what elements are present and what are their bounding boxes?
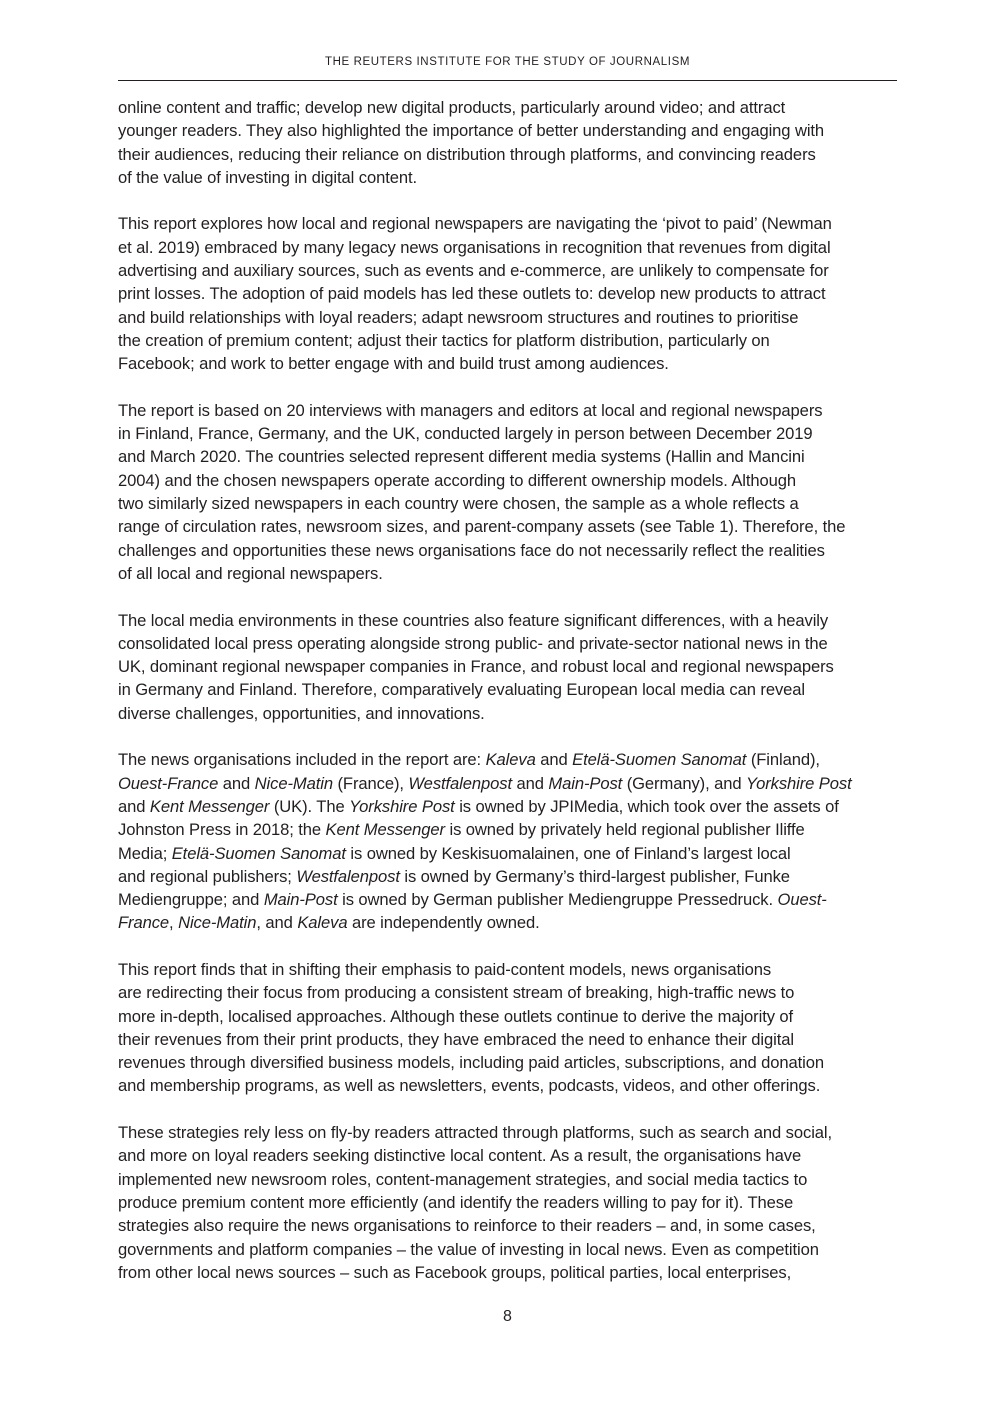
text-run: strategies also require the news organisations to reinforce to their readers – and, in some cases,	[118, 1216, 816, 1236]
text-run: diverse challenges, opportunities, and innovations.	[118, 703, 485, 723]
text-run: online content and traffic; develop new digital products, particularly around video; and attract	[118, 98, 786, 117]
text-line	[118, 632, 900, 655]
text-line	[118, 143, 900, 166]
text-line	[118, 748, 900, 771]
italic-title-run: Nice-Matin	[254, 773, 333, 793]
paragraph-1	[118, 96, 900, 189]
text-line	[118, 1005, 900, 1028]
text-run: in Germany and Finland. Therefore, comparatively evaluating European local media can reveal	[118, 680, 805, 700]
italic-title-run: Westfalenpost	[408, 773, 512, 793]
text-line	[118, 1168, 900, 1191]
text-run: The report is based on 20 interviews with managers and editors at local and regional newspapers	[118, 400, 823, 420]
text-run: more in-depth, localised approaches. Although these outlets continue to derive the majority of	[118, 1006, 794, 1026]
text-run: of the value of investing in digital content.	[118, 167, 417, 187]
text-line	[118, 492, 900, 515]
header-rule	[118, 80, 897, 81]
text-line	[118, 539, 900, 562]
italic-title-run: Ouest-	[777, 890, 827, 910]
text-run: and	[118, 796, 150, 816]
text-run: and build relationships with loyal readers; adapt newsroom structures and routines to prioritise	[118, 307, 799, 327]
text-line	[118, 166, 900, 189]
italic-title-run: Ouest-France	[118, 773, 219, 793]
text-run: Mediengruppe; and	[118, 890, 264, 910]
text-run: is owned by German publisher Mediengruppe Pressedruck.	[337, 890, 778, 910]
text-run: and	[511, 773, 549, 793]
text-run: (Finland),	[746, 750, 820, 770]
text-run: produce premium content more efficiently (and identify the readers willing to pay for it). These	[118, 1192, 794, 1212]
italic-title-run: Westfalenpost	[296, 866, 400, 886]
text-run: two similarly sized newspapers in each country were chosen, the sample as a whole reflects a	[118, 494, 799, 514]
text-run: governments and platform companies – the value of investing in local news. Even as competition	[118, 1239, 819, 1259]
text-line	[118, 1051, 900, 1074]
text-run: (France),	[332, 773, 409, 793]
text-run: et al. 2019) embraced by many legacy news organisations in recognition that revenues from digital	[118, 237, 831, 257]
text-line	[118, 702, 900, 725]
text-run: print losses. The adoption of paid models has led these outlets to: develop new products to attract	[118, 284, 826, 304]
text-line	[118, 329, 900, 352]
text-run: Media;	[118, 843, 172, 863]
text-run: is owned by Germany’s third-largest publisher, Funke	[399, 866, 790, 886]
paragraph-6	[118, 958, 900, 1098]
text-line	[118, 655, 900, 678]
text-run: UK, dominant regional newspaper companies in France, and robust local and regional newspapers	[118, 657, 834, 677]
text-line	[118, 399, 900, 422]
text-run: and	[535, 750, 573, 770]
text-run: revenues through diversified business models, including paid articles, subscriptions, and donation	[118, 1053, 824, 1073]
text-line	[118, 1238, 900, 1261]
text-line	[118, 422, 900, 445]
text-line	[118, 888, 900, 911]
italic-title-run: Etelä-Suomen Sanomat	[171, 843, 346, 863]
italic-title-run: Kent Messenger	[325, 820, 445, 840]
text-line	[118, 1261, 900, 1284]
text-line	[118, 609, 900, 632]
text-run: (Germany), and	[622, 773, 747, 793]
paragraph-4	[118, 609, 900, 725]
text-run: from other local news sources – such as Facebook groups, political parties, local enterprises,	[118, 1262, 792, 1282]
italic-title-run: Yorkshire Post	[746, 773, 852, 793]
text-line	[118, 1074, 900, 1097]
text-run: , and	[256, 913, 298, 933]
italic-title-run: Etelä-Suomen Sanomat	[572, 750, 747, 770]
text-line	[118, 772, 900, 795]
text-line	[118, 911, 900, 934]
text-line	[118, 865, 900, 888]
text-line	[118, 1028, 900, 1051]
text-line	[118, 1144, 900, 1167]
text-run: Facebook; and work to better engage with and build trust among audiences.	[118, 354, 669, 374]
text-run: is owned by JPIMedia, which took over the assets of	[454, 796, 839, 816]
text-run: in Finland, France, Germany, and the UK, conducted largely in person between December 2019	[118, 424, 813, 444]
text-run: range of circulation rates, newsroom sizes, and parent-company assets (see Table 1). Therefore, the	[118, 517, 846, 537]
text-run: ,	[169, 913, 179, 933]
text-run: and March 2020. The countries selected represent different media systems (Hallin and Mancini	[118, 447, 805, 467]
text-run: is owned by Keskisuomalainen, one of Finland’s largest local	[345, 843, 791, 863]
text-line	[118, 795, 900, 818]
paragraph-2	[118, 212, 900, 375]
running-header: THE REUTERS INSTITUTE FOR THE STUDY OF JOURNALISM	[324, 56, 691, 68]
text-line	[118, 842, 900, 865]
text-line	[118, 119, 900, 142]
text-run: This report finds that in shifting their emphasis to paid-content models, news organisations	[118, 959, 772, 979]
text-line	[118, 212, 900, 235]
text-run: the creation of premium content; adjust their tactics for platform distribution, particularly on	[118, 330, 770, 350]
text-run: These strategies rely less on fly-by readers attracted through platforms, such as search and social,	[118, 1123, 833, 1143]
text-run: is owned by privately held regional publisher Iliffe	[444, 820, 805, 840]
text-run: and more on loyal readers seeking distinctive local content. As a result, the organisations have	[118, 1146, 802, 1166]
text-run: and membership programs, as well as newsletters, events, podcasts, videos, and other offerings.	[118, 1076, 821, 1096]
text-run: of all local and regional newspapers.	[118, 563, 383, 583]
italic-title-run: Kent Messenger	[149, 796, 270, 816]
body-text	[118, 96, 900, 1307]
text-run: their revenues from their print products, they have embraced the need to enhance their digital	[118, 1029, 794, 1049]
italic-title-run: France	[118, 913, 170, 933]
text-run: (UK). The	[269, 796, 350, 816]
italic-title-run: Main-Post	[548, 773, 623, 793]
text-run: consolidated local press operating alongside strong public- and private-sector national news in the	[118, 633, 828, 653]
paragraph-5	[118, 748, 900, 934]
text-run: are independently owned.	[347, 913, 540, 933]
text-line	[118, 306, 900, 329]
text-line	[118, 282, 900, 305]
text-line	[118, 445, 900, 468]
paragraph-7	[118, 1121, 900, 1284]
italic-title-run: Main-Post	[263, 890, 338, 910]
italic-title-run: Kaleva	[297, 913, 348, 933]
text-line	[118, 981, 900, 1004]
text-line	[118, 259, 900, 282]
text-run: 2004) and the chosen newspapers operate according to different ownership models. Although	[118, 470, 797, 490]
paragraph-3	[118, 399, 900, 585]
text-line	[118, 1121, 900, 1144]
italic-title-run: Kaleva	[485, 750, 536, 770]
text-line	[118, 1191, 900, 1214]
text-run: and regional publishers;	[118, 866, 297, 886]
text-line	[118, 818, 900, 841]
text-line	[118, 562, 900, 585]
text-line	[118, 678, 900, 701]
text-run: are redirecting their focus from producing a consistent stream of breaking, high-traffic news to	[118, 983, 795, 1003]
text-run: and	[218, 773, 255, 793]
italic-title-run: Nice-Matin	[178, 913, 257, 933]
text-run: challenges and opportunities these news organisations face do not necessarily reflect the realities	[118, 540, 825, 560]
text-line	[118, 352, 900, 375]
text-run: implemented new newsroom roles, content-management strategies, and social media tactics to	[118, 1169, 808, 1189]
text-run: The local media environments in these countries also feature significant differences, with a heavily	[118, 610, 829, 630]
text-run: The news organisations included in the report are:	[118, 750, 486, 770]
text-line	[118, 236, 900, 259]
text-line	[118, 515, 900, 538]
text-run: This report explores how local and regional newspapers are navigating the ‘pivot to paid’ (Newman	[118, 214, 832, 234]
text-run: advertising and auxiliary sources, such as events and e-commerce, are unlikely to compensate for	[118, 261, 829, 281]
page-number: 8	[503, 1308, 512, 1325]
text-run: younger readers. They also highlighted the importance of better understanding and engaging with	[118, 121, 825, 141]
text-run: Johnston Press in 2018; the	[118, 820, 326, 840]
text-line	[118, 958, 900, 981]
text-line	[118, 1214, 900, 1237]
text-run: their audiences, reducing their reliance on distribution through platforms, and convincing readers	[118, 144, 816, 164]
italic-title-run: Yorkshire Post	[349, 796, 455, 816]
text-line	[118, 96, 900, 119]
text-line	[118, 469, 900, 492]
